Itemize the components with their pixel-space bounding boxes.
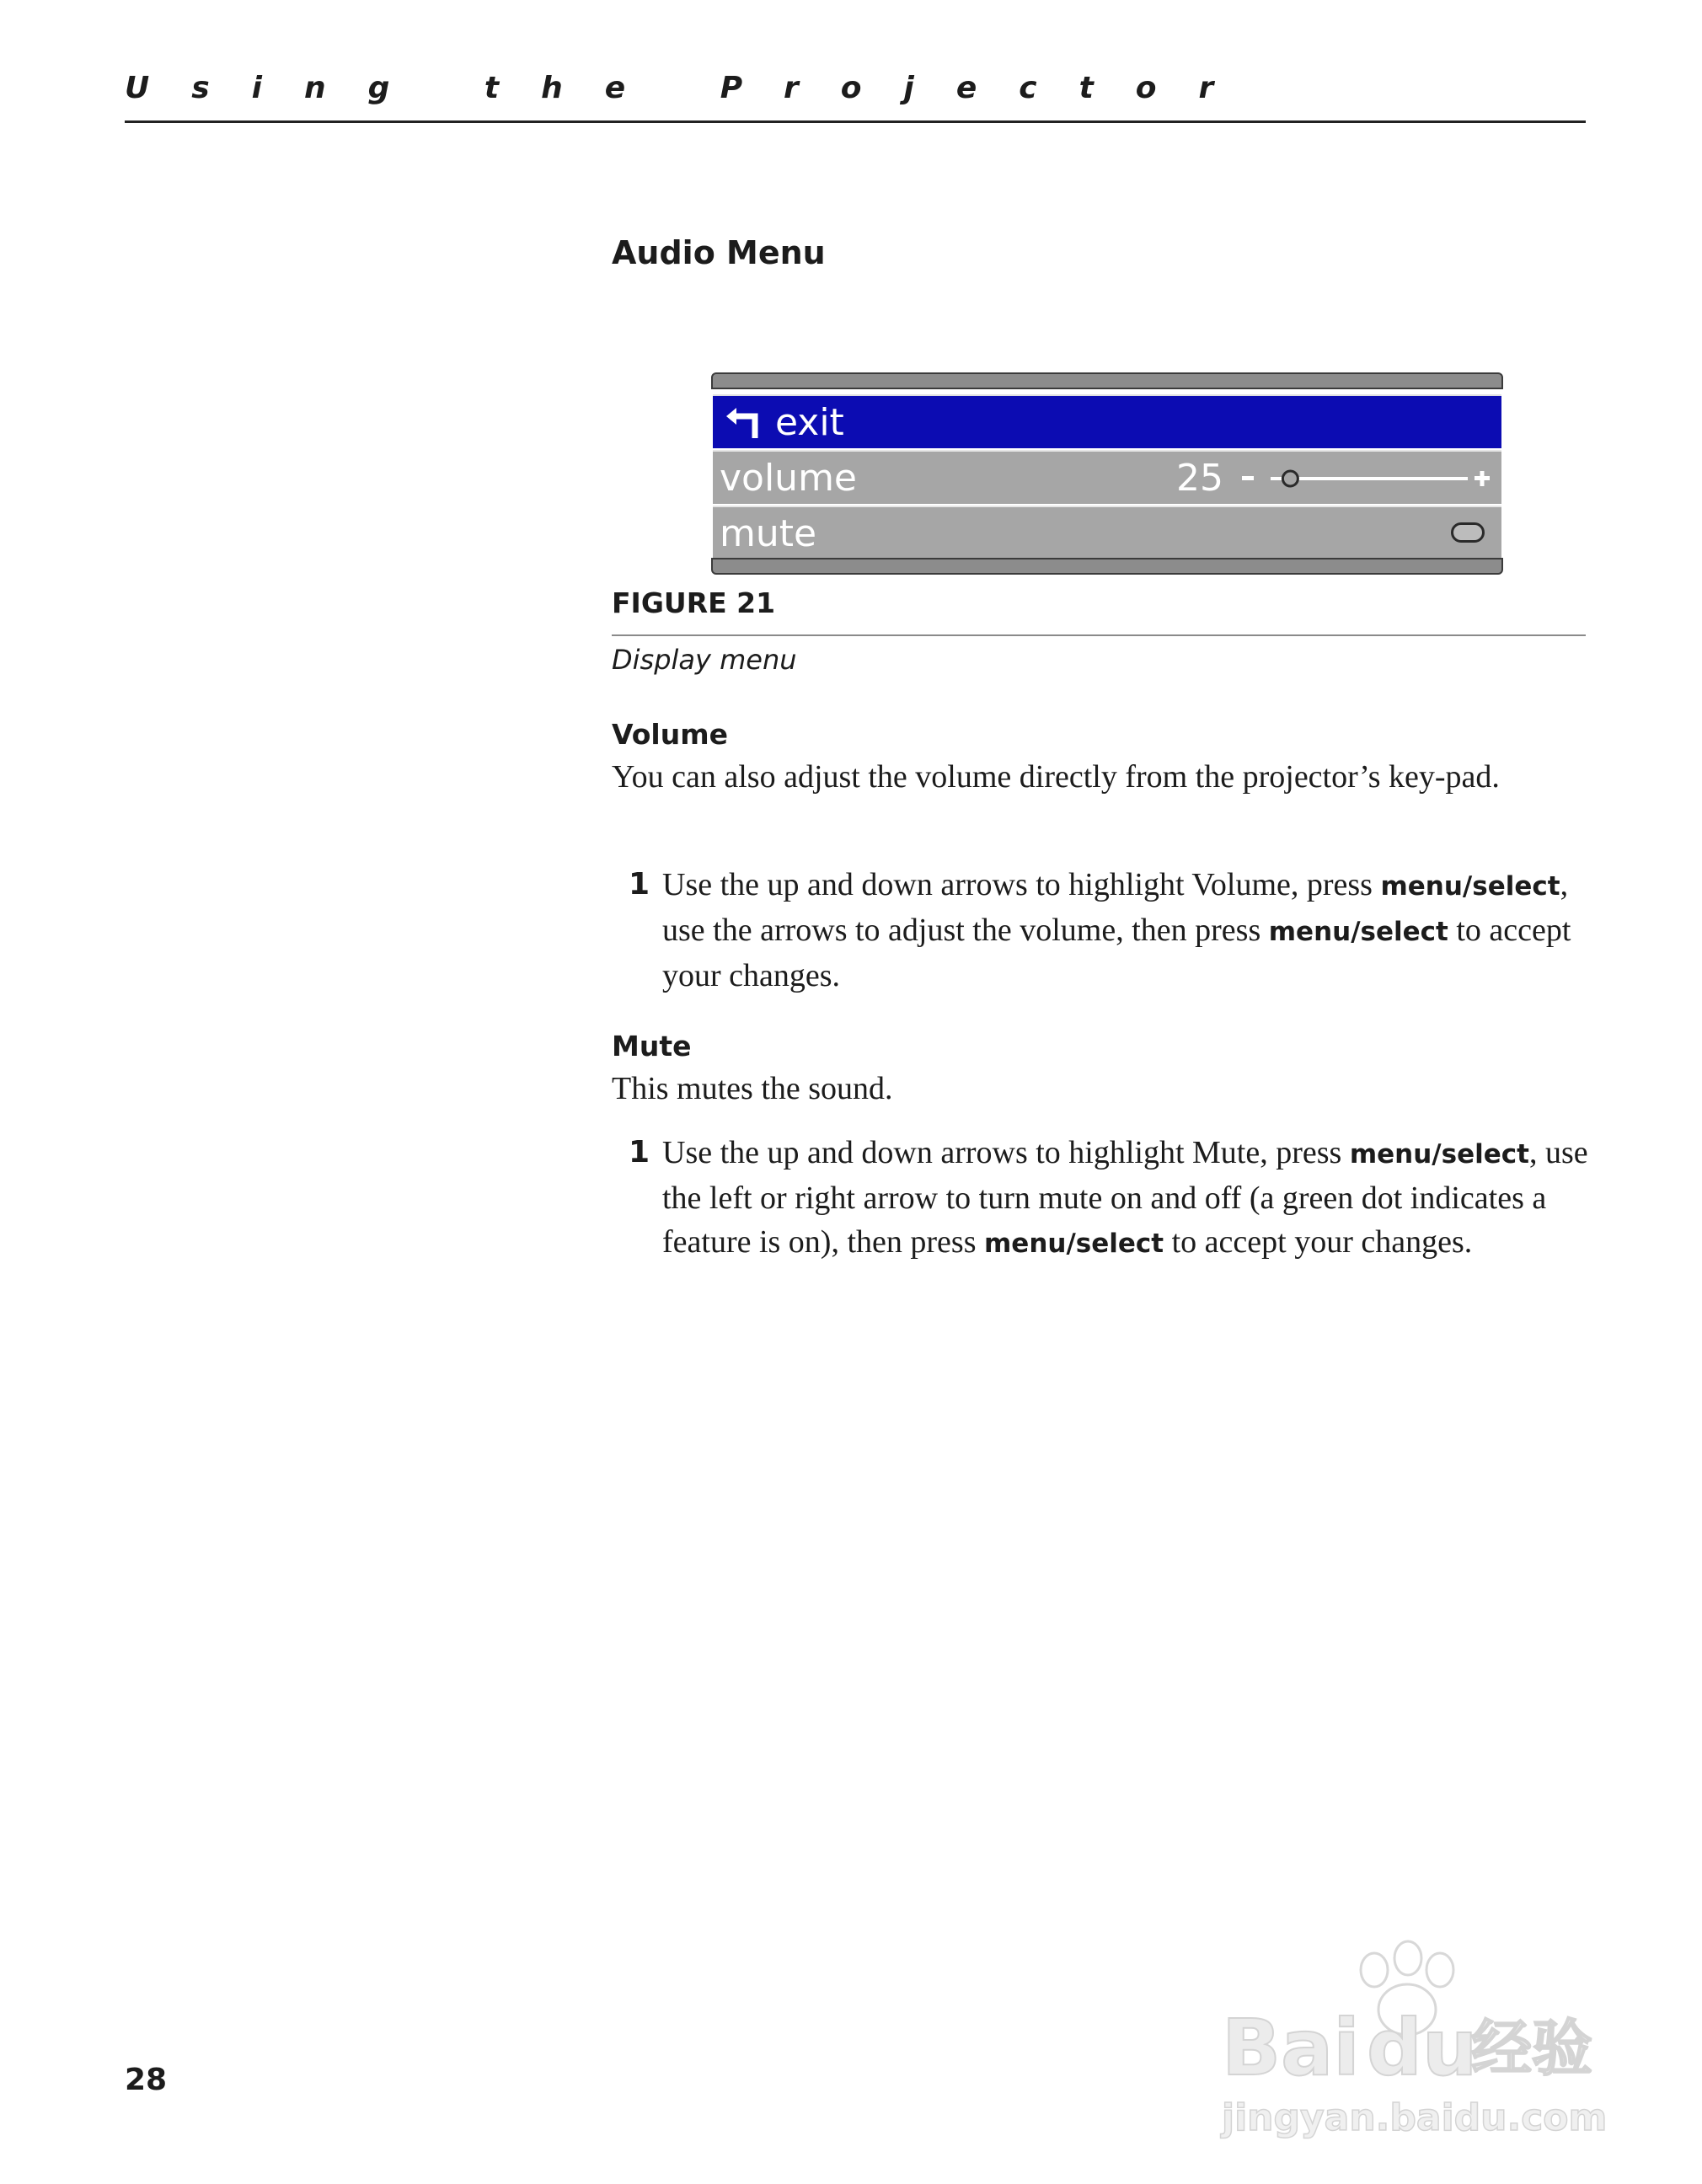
mute-heading: Mute	[612, 1030, 692, 1063]
menu-select-key: menu/select	[1380, 871, 1560, 902]
figure-caption: Display menu	[612, 644, 797, 676]
mute-step-text: Use the up and down arrows to highlight Mute, press menu/select, use the left or right arrow to turn mute on and off (a green dot indicates a feature is on), then press menu/select to accept your changes.	[662, 1135, 1588, 1260]
mute-step-number: 1	[629, 1135, 650, 1170]
svg-text:jingyan.baidu.com: jingyan.baidu.com	[1222, 2096, 1608, 2139]
volume-slider-thumb	[1282, 471, 1298, 486]
audio-osd-menu	[711, 372, 1503, 575]
volume-heading: Volume	[612, 718, 728, 751]
header-rule	[125, 120, 1586, 123]
figure-rule	[612, 634, 1586, 636]
osd-mute-row[interactable]	[713, 506, 1501, 559]
osd-top-bar	[711, 372, 1503, 389]
running-head: Using the Projector	[125, 71, 1256, 105]
osd-exit-label: exit	[775, 401, 844, 444]
svg-text:du: du	[1367, 2003, 1478, 2093]
volume-step	[629, 863, 1589, 998]
osd-exit-row[interactable]	[713, 394, 1501, 448]
mute-toggle[interactable]	[1451, 522, 1485, 543]
page-number: 28	[125, 2063, 168, 2097]
volume-step-text: Use the up and down arrows to highlight Volume, press menu/select, use the arrows to adjust the volume, then press menu/select to accept your changes.	[662, 867, 1571, 993]
volume-minus-icon	[1242, 476, 1254, 480]
volume-plus-icon	[1475, 471, 1490, 486]
return-arrow-icon	[723, 403, 767, 443]
baidu-watermark-logo	[1202, 1930, 1623, 2140]
osd-volume-value: 25	[1176, 457, 1223, 500]
osd-bottom-bar	[711, 558, 1503, 575]
svg-text:经验: 经验	[1471, 2013, 1593, 2084]
volume-step-number: 1	[629, 867, 650, 902]
menu-select-key: menu/select	[1268, 917, 1448, 947]
osd-volume-row[interactable]	[713, 450, 1501, 504]
svg-text:Bai: Bai	[1222, 2003, 1360, 2093]
mute-body: This mutes the sound.	[612, 1071, 893, 1106]
osd-mute-label: mute	[720, 512, 817, 555]
menu-select-key: menu/select	[1349, 1139, 1529, 1170]
osd-volume-label: volume	[720, 457, 858, 500]
mute-step	[629, 1131, 1589, 1266]
volume-body: You can also adjust the volume directly from the projector’s key-pad.	[612, 759, 1500, 795]
figure-label: FIGURE 21	[612, 586, 776, 619]
section-title: Audio Menu	[612, 234, 826, 271]
menu-select-key: menu/select	[984, 1228, 1164, 1259]
volume-slider[interactable]	[1240, 460, 1493, 497]
